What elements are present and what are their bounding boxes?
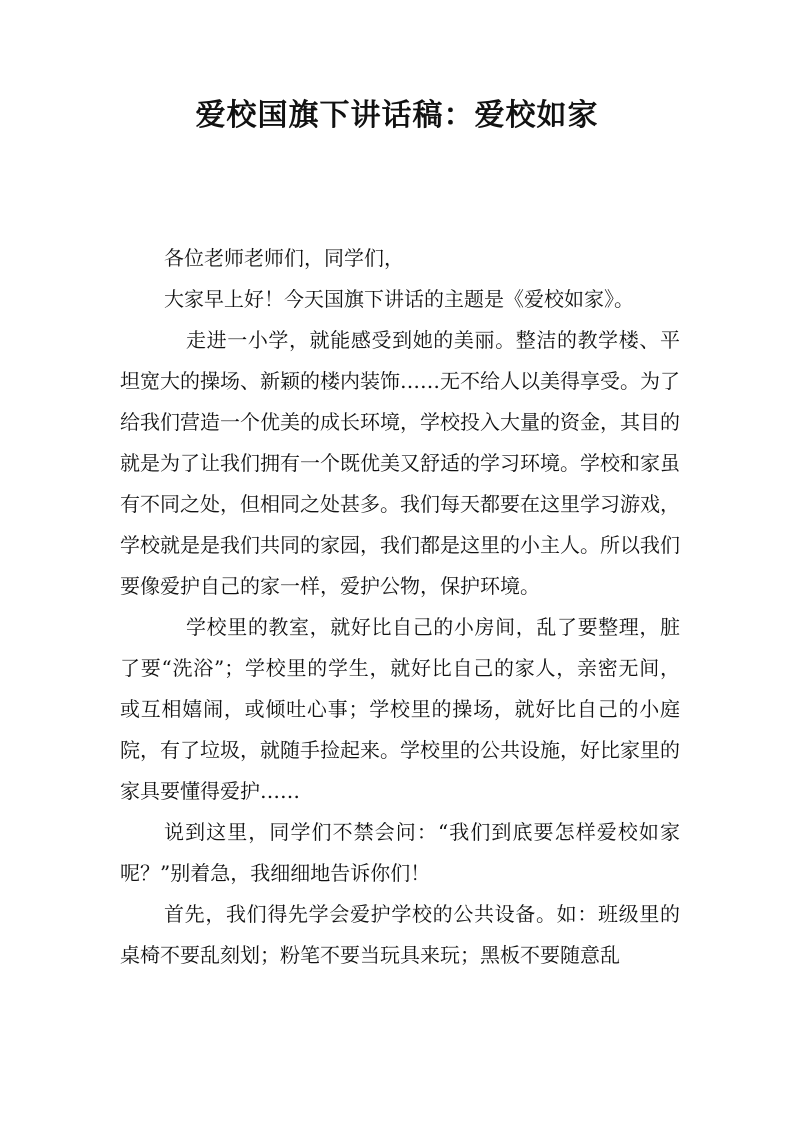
paragraph-school-as-home: 学校里的教室，就好比自己的小房间，乱了要整理，脏了要“洗浴”；学校里的学生，就好比自己的家人，亲密无间，或互相嬉闹，或倾吐心事；学校里的操场，就好比自己的小庭院，有了垃圾，就随手捡起来。学校里的公共设施，好比家里的家具要懂得爱护…… (120, 615, 680, 803)
paragraph-school-beauty: 走进一小学，就能感受到她的美丽。整洁的教学楼、平坦宽大的操场、新颖的楼内装饰……无不给人以美得享受。为了给我们营造一个优美的成长环境，学校投入大量的资金，其目的就是为了让我们拥有一个既优美又舒适的学习环境。学校和家虽有不同之处，但相同之处甚多。我们每天都要在这里学习游戏，学校就是是我们共同的家园，我们都是这里的小主人。所以我们要像爱护自己的家一样，爱护公物，保护环境。 (120, 328, 680, 598)
paragraph-greeting: 各位老师老师们，同学们， (164, 246, 404, 270)
paragraph-opening: 大家早上好！今天国旗下讲话的主题是《爱校如家》。 (164, 287, 634, 311)
paragraph-first-point: 首先，我们得先学会爱护学校的公共设备。如：班级里的桌椅不要乱刻划；粉笔不要当玩具来玩；黑板不要随意乱 (120, 902, 680, 967)
paragraph-question: 说到这里，同学们不禁会问：“我们到底要怎样爱校如家呢？”别着急，我细细地告诉你们！ (120, 820, 680, 885)
document-body (120, 238, 680, 976)
document-title: 爱校国旗下讲话稿：爱校如家 (195, 98, 599, 133)
